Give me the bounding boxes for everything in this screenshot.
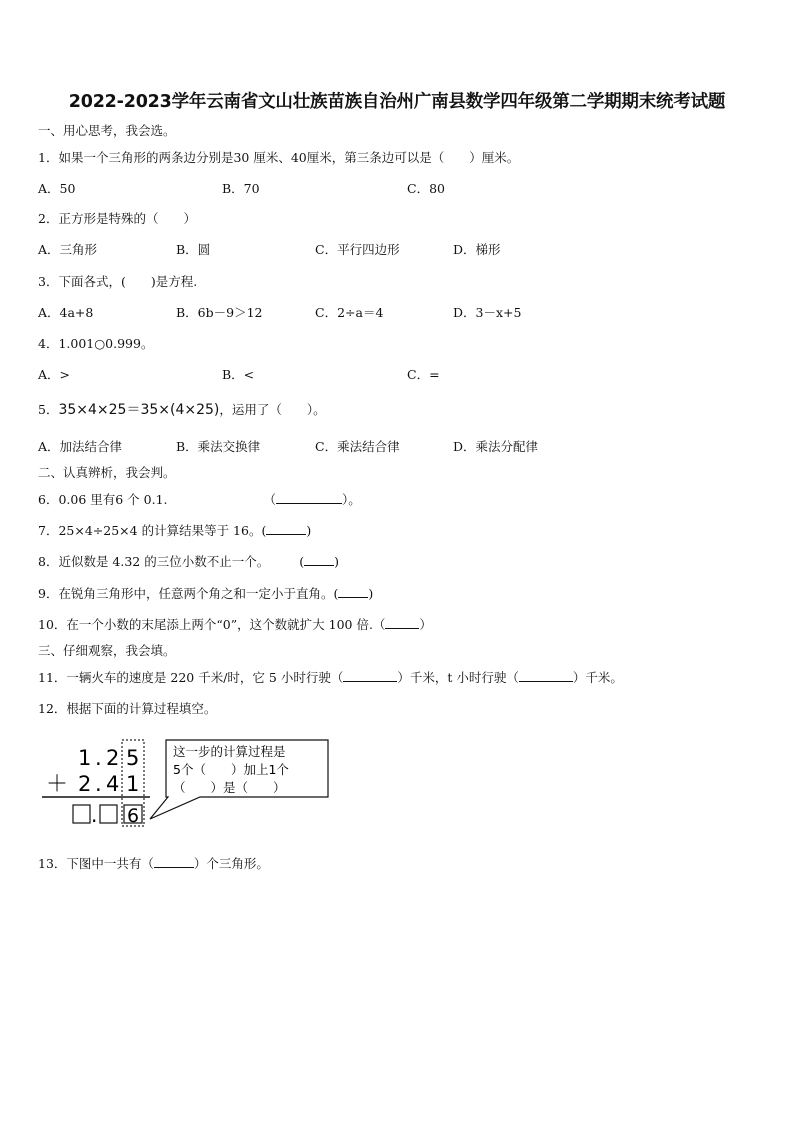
q8-open: ( bbox=[299, 554, 305, 569]
q3-option-c: C．2÷a＝4 bbox=[315, 305, 384, 320]
question-5-stem bbox=[38, 399, 326, 419]
q10-answer-blank[interactable] bbox=[385, 616, 419, 629]
section-heading-1: 一、用心思考，我会选。 bbox=[38, 123, 176, 138]
q6-close: ）。 bbox=[342, 492, 361, 507]
row1-digit-1: 1 bbox=[78, 746, 92, 770]
q9-answer-blank[interactable] bbox=[338, 585, 368, 598]
q5-option-b: B．乘法交换律 bbox=[176, 439, 261, 454]
result-dot: . bbox=[91, 803, 98, 827]
q2-option-c: C．平行四边形 bbox=[315, 242, 400, 257]
question-1-stem: 1．如果一个三角形的两条边分别是30 厘米、40厘米，第三条边可以是（ ）厘米。 bbox=[38, 150, 520, 165]
question-12-stem: 12．根据下面的计算过程填空。 bbox=[38, 701, 217, 716]
bubble-line-3: （ ）是（ ） bbox=[173, 780, 286, 795]
q7-stem: 7．25×4÷25×4 的计算结果等于 16。( bbox=[38, 523, 267, 538]
question-3-stem: 3．下面各式，( )是方程. bbox=[38, 274, 198, 289]
row2-digit-1: 2 bbox=[78, 772, 92, 796]
q1-option-c: C．80 bbox=[407, 181, 445, 196]
addition-diagram bbox=[38, 735, 338, 839]
question-13 bbox=[38, 854, 269, 872]
q5-prefix: 5． bbox=[38, 402, 59, 417]
question-8 bbox=[38, 552, 339, 570]
row1-digit-3: 5 bbox=[126, 746, 140, 770]
question-6 bbox=[38, 490, 361, 508]
row1-digit-2: 2 bbox=[106, 746, 120, 770]
plus-sign: ＋ bbox=[46, 772, 69, 797]
q8-stem: 8．近似数是 4.32 的三位小数不止一个。 bbox=[38, 554, 270, 569]
q2-option-d: D．梯形 bbox=[453, 242, 501, 257]
addition-diagram-svg bbox=[38, 735, 338, 835]
q7-close: ) bbox=[306, 523, 312, 538]
q2-option-b: B．圆 bbox=[176, 242, 211, 257]
row2-dot: . bbox=[95, 772, 102, 796]
q8-close: ) bbox=[334, 554, 339, 569]
q1-option-a: A．50 bbox=[38, 181, 76, 196]
q4-option-b: B．< bbox=[222, 367, 255, 382]
q4-option-c: C．= bbox=[407, 367, 440, 382]
q3-option-d: D．3－x+5 bbox=[453, 305, 522, 320]
q9-close: ) bbox=[368, 586, 374, 601]
result-digit: 6 bbox=[127, 805, 140, 827]
q7-answer-blank[interactable] bbox=[266, 522, 306, 535]
q1-option-b: B．70 bbox=[222, 181, 260, 196]
q5-suffix: ，运用了（ ）。 bbox=[219, 402, 326, 417]
q6-open: （ bbox=[263, 492, 276, 507]
question-11 bbox=[38, 668, 623, 686]
q3-option-b: B．6b－9＞12 bbox=[176, 305, 263, 320]
question-9 bbox=[38, 584, 373, 602]
q6-stem: 6．0.06 里有6 个 0.1. bbox=[38, 492, 168, 507]
q13-part1: 13．下图中一共有（ bbox=[38, 856, 154, 871]
q6-answer-blank[interactable] bbox=[276, 491, 342, 504]
q13-part2: ）个三角形。 bbox=[193, 856, 269, 871]
question-4-stem: 4．1.001○0.999。 bbox=[38, 336, 154, 351]
q11-part2: ）千米，t 小时行驶（ bbox=[397, 670, 519, 685]
q9-stem: 9．在锐角三角形中，任意两个角之和一定小于直角。( bbox=[38, 586, 339, 601]
page-title: 2022-2023学年云南省文山壮族苗族自治州广南县数学四年级第二学期期末统考试题 bbox=[68, 92, 726, 112]
q11-part1: 11．一辆火车的速度是 220 千米/时，它 5 小时行驶（ bbox=[38, 670, 344, 685]
q11-part3: ）千米。 bbox=[572, 670, 623, 685]
row1-dot: . bbox=[95, 746, 102, 770]
q5-option-c: C．乘法结合律 bbox=[315, 439, 400, 454]
bubble-line-2: 5个（ ）加上1个 bbox=[173, 762, 289, 777]
bubble-line-1: 这一步的计算过程是 bbox=[173, 744, 286, 759]
row2-digit-2: 4 bbox=[106, 772, 120, 796]
q5-formula: 35×4×25＝35×(4×25) bbox=[58, 402, 220, 418]
row2-digit-3: 1 bbox=[126, 772, 140, 796]
q10-stem: 10．在一个小数的末尾添上两个“0”，这个数就扩大 100 倍.（ bbox=[38, 617, 386, 632]
q13-answer-blank[interactable] bbox=[154, 855, 194, 868]
q5-option-a: A．加法结合律 bbox=[38, 439, 123, 454]
section-heading-3: 三、仔细观察，我会填。 bbox=[38, 643, 176, 658]
q4-option-a: A．> bbox=[38, 367, 71, 382]
question-7 bbox=[38, 521, 311, 539]
q5-option-d: D．乘法分配律 bbox=[453, 439, 539, 454]
q11-answer-blank-2[interactable] bbox=[519, 669, 573, 682]
section-heading-2: 二、认真辨析，我会判。 bbox=[38, 465, 176, 480]
q3-option-a: A．4a+8 bbox=[38, 305, 94, 320]
result-blank-box-1[interactable] bbox=[73, 805, 90, 823]
q10-close: ） bbox=[419, 617, 432, 632]
question-2-stem: 2．正方形是特殊的（ ） bbox=[38, 211, 196, 226]
q2-option-a: A．三角形 bbox=[38, 242, 98, 257]
q11-answer-blank-1[interactable] bbox=[343, 669, 397, 682]
result-blank-box-2[interactable] bbox=[100, 805, 117, 823]
q8-answer-blank[interactable] bbox=[304, 553, 334, 566]
question-10 bbox=[38, 615, 432, 633]
